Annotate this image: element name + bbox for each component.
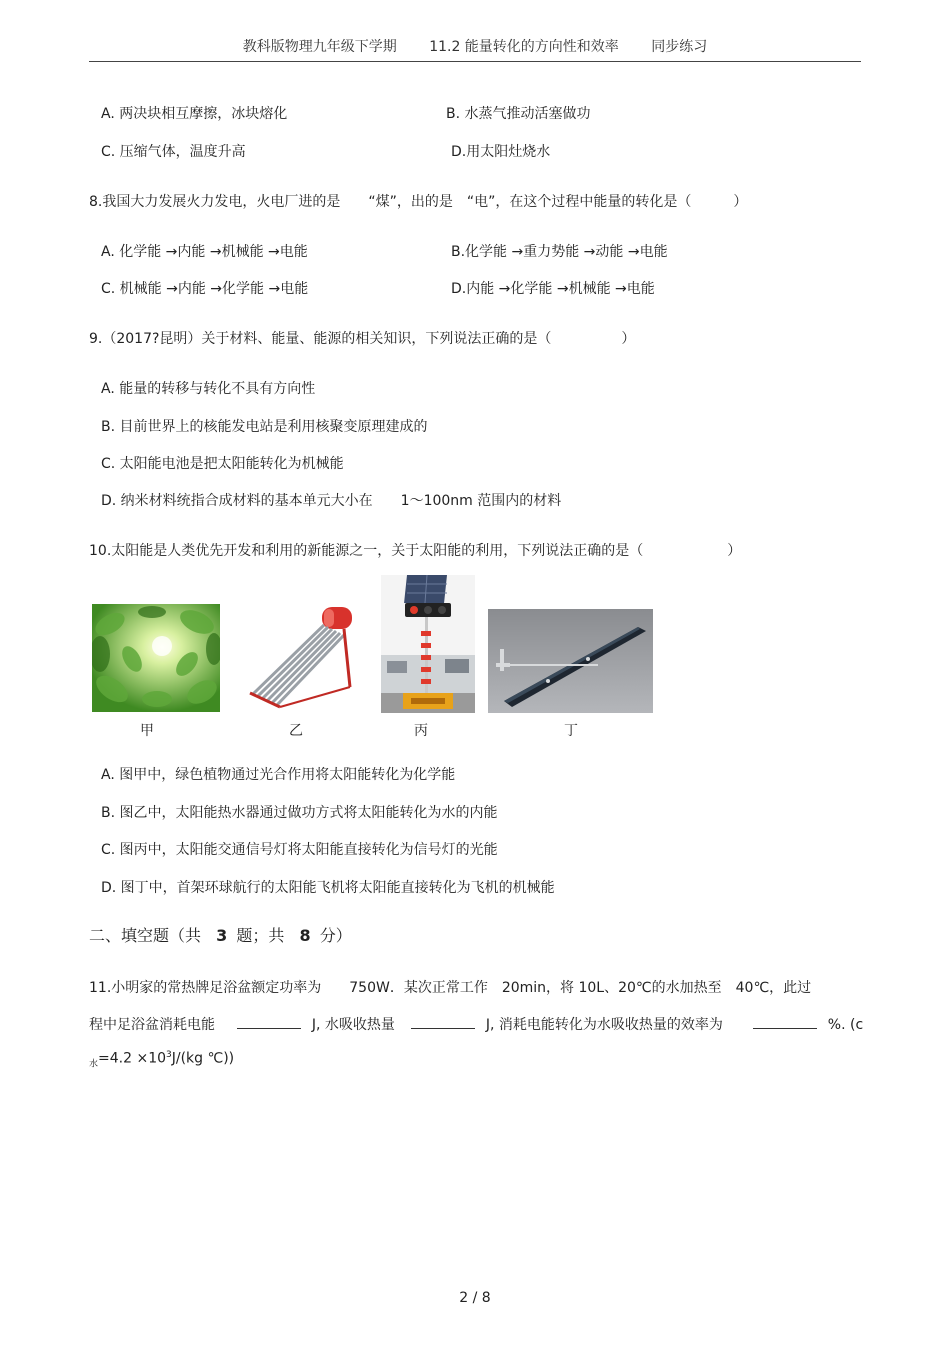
figure-caption-yi: 乙 bbox=[289, 723, 303, 739]
figure-caption-ding: 丁 bbox=[564, 723, 578, 739]
figure-yi-solar-water-heater bbox=[244, 603, 358, 709]
q7-option-b: B. 水蒸气推动活塞做功 bbox=[446, 106, 591, 122]
q10-option-b: B. 图乙中，太阳能热水器通过做功方式将太阳能转化为水的内能 bbox=[101, 805, 498, 821]
q10-option-d: D. 图丁中，首架环球航行的太阳能飞机将太阳能直接转化为飞机的机械能 bbox=[101, 880, 555, 896]
page-number: 2 / 8 bbox=[459, 1290, 491, 1306]
section-title-prefix: 二、填空题（共 bbox=[89, 926, 202, 945]
q11-blank-heat[interactable] bbox=[411, 1016, 475, 1029]
q7-option-c: C. 压缩气体，温度升高 bbox=[101, 144, 246, 160]
q11-blank-energy[interactable] bbox=[237, 1016, 301, 1029]
q11-sub-water: 水 bbox=[89, 1059, 99, 1070]
q11-text-efficiency: J, 消耗电能转化为水吸收热量的效率为 bbox=[485, 1017, 723, 1033]
q9-option-b: B. 目前世界上的核能发电站是利用核聚变原理建成的 bbox=[101, 419, 428, 435]
q11-specific-heat: =4.2 ×10 bbox=[98, 1050, 167, 1067]
q10-option-c: C. 图丙中，太阳能交通信号灯将太阳能直接转化为信号灯的光能 bbox=[101, 842, 498, 858]
section-title-mid: 题；共 bbox=[236, 926, 285, 945]
page-header bbox=[0, 36, 950, 56]
q10-stem: 10.太阳能是人类优先开发和利用的新能源之一，关于太阳能的利用，下列说法正确的是（ ） bbox=[89, 543, 742, 559]
q11-line-2 bbox=[89, 1014, 863, 1034]
q11-text-energy: 程中足浴盆消耗电能 bbox=[89, 1017, 215, 1033]
q8-option-d: D.内能 →化学能 →机械能 →电能 bbox=[451, 281, 655, 297]
figure-caption-bing: 丙 bbox=[414, 723, 428, 739]
q10-option-a: A. 图甲中，绿色植物通过光合作用将太阳能转化为化学能 bbox=[101, 767, 456, 783]
q9-stem: 9.（2017?昆明）关于材料、能量、能源的相关知识，下列说法正确的是（ ） bbox=[89, 331, 636, 347]
section-points: 8 bbox=[299, 926, 311, 945]
q7-option-d: D.用太阳灶烧水 bbox=[451, 144, 551, 160]
figure-ding-solar-airplane bbox=[488, 609, 653, 713]
q8-stem: 8.我国大力发展火力发电，火电厂进的是 “煤”，出的是 “电”，在这个过程中能量的转化是（ ） bbox=[89, 194, 748, 210]
q8-option-b: B.化学能 →重力势能 →动能 →电能 bbox=[451, 244, 668, 260]
header-divider bbox=[89, 61, 861, 62]
q9-option-c: C. 太阳能电池是把太阳能转化为机械能 bbox=[101, 456, 344, 472]
q11-exponent: 3 bbox=[166, 1050, 172, 1060]
q11-blank-efficiency[interactable] bbox=[753, 1016, 817, 1029]
section-title-suffix: 分） bbox=[319, 926, 352, 945]
header-lesson: 11.2 能量转化的方向性和效率 bbox=[429, 39, 619, 55]
section-heading-fill-in bbox=[89, 923, 352, 946]
q11-line-1: 11.小明家的常热牌足浴盆额定功率为 750W．某次正常工作 20min，将 10L、20℃的水加热至 40℃，此过 bbox=[89, 980, 812, 996]
q9-option-a: A. 能量的转移与转化不具有方向性 bbox=[101, 381, 316, 397]
q11-line-3 bbox=[89, 1050, 234, 1069]
header-type: 同步练习 bbox=[651, 39, 708, 55]
header-publisher: 教科版物理九年级下学期 bbox=[242, 39, 397, 55]
q8-option-a: A. 化学能 →内能 →机械能 →电能 bbox=[101, 244, 308, 260]
q9-option-d: D. 纳米材料统指合成材料的基本单元大小在 1～100nm 范围内的材料 bbox=[101, 493, 562, 509]
section-question-count: 3 bbox=[216, 926, 228, 945]
q11-unit: J/(kg ℃)) bbox=[171, 1050, 235, 1067]
q7-option-a: A. 两决块相互摩擦，冰块熔化 bbox=[101, 106, 288, 122]
q11-text-heat: J, 水吸收热量 bbox=[311, 1017, 395, 1033]
figure-bing-solar-traffic-light bbox=[381, 575, 475, 713]
figure-caption-jia: 甲 bbox=[140, 723, 154, 739]
q8-option-c: C. 机械能 →内能 →化学能 →电能 bbox=[101, 281, 309, 297]
figure-jia-leaves bbox=[92, 604, 220, 712]
q11-text-c-water: %. (c bbox=[827, 1017, 864, 1033]
